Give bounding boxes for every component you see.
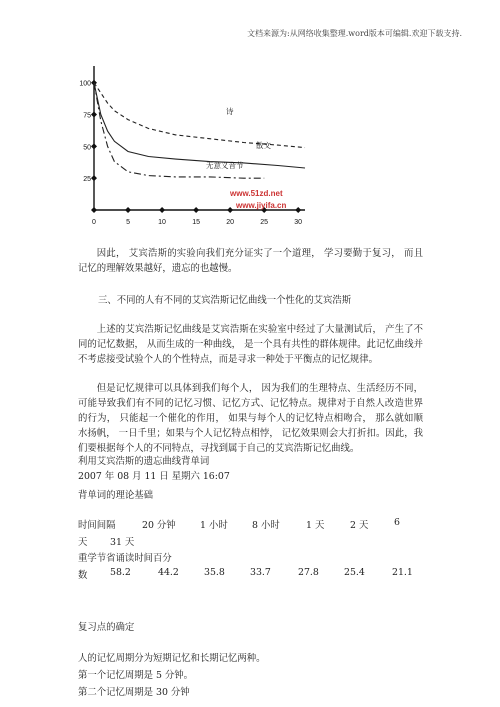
interval-cell: 8 小时 <box>252 520 280 531</box>
paragraph-curve-description: 上述的艾宾浩斯记忆曲线是艾宾浩斯在实验室中经过了大量测试后， 产生了不同的记忆数据， 从而生成的一种曲线， 是一个具有共性的群体规律。此记忆曲线并不考虑接受试验个人的个性特点，而是寻求一种处于平衡点的记忆规律。 <box>78 324 423 365</box>
interval-cell: 2 天 <box>350 520 369 531</box>
value-row <box>78 567 438 582</box>
paragraph-conclusion: 因此， 艾宾浩斯的实验向我们充分证实了一个道理， 学习要勤于复习， 而且记忆的理解效果越好，遗忘的也越慢。 <box>78 248 423 274</box>
series-label: 诗 <box>226 107 234 116</box>
y-tick-marker <box>91 112 97 118</box>
value-cell: 58.2 <box>110 567 131 578</box>
x-tick-label: 15 <box>192 219 200 226</box>
x-tick-label: 30 <box>294 219 303 226</box>
percent-label-row <box>78 550 438 565</box>
value-cell: 35.8 <box>204 567 225 578</box>
x-data-point-marker <box>91 207 97 213</box>
y-tick-label: 50 <box>83 144 91 152</box>
memory-period-line: 人的记忆周期分为短期记忆和长期记忆两种。 <box>78 653 266 664</box>
interval-cell: 6 <box>394 517 400 528</box>
interval-cell: 1 天 <box>306 520 325 531</box>
review-points-heading: 复习点的确定 <box>78 622 135 633</box>
series-label: 散文 <box>256 141 271 150</box>
x-tick-label: 20 <box>226 219 235 226</box>
forgetting-curve-chart <box>70 62 315 232</box>
interval-header-row <box>78 517 438 532</box>
value-cell: 33.7 <box>250 567 271 578</box>
value-cell: 25.4 <box>344 567 365 578</box>
interval-wrap-cell: 天 <box>78 537 88 548</box>
x-data-point-marker <box>125 207 131 213</box>
section-heading-3: 三、不同的人有不同的艾宾浩斯记忆曲线一个性化的艾宾浩斯 <box>98 295 352 306</box>
x-data-point-marker <box>159 207 165 213</box>
theory-basis-label: 背单词的理论基础 <box>78 490 154 501</box>
header-note: 文档来源为:从网络收集整理.word版本可编辑.欢迎下载支持. <box>247 29 462 38</box>
first-period-line: 第一个记忆周期是 5 分钟。 <box>78 670 194 681</box>
x-tick-label: 10 <box>158 219 166 226</box>
series-label: 无意义音节 <box>206 161 244 170</box>
x-tick-label: 5 <box>126 219 130 226</box>
series-line <box>94 83 305 148</box>
second-period-line: 第二个记忆周期是 30 分钟 <box>78 687 190 698</box>
x-data-point-marker <box>193 207 199 213</box>
watermark-text: www.jiyifa.cn <box>236 201 287 210</box>
value-cell: 21.1 <box>392 567 413 578</box>
y-tick-label: 100 <box>79 80 91 88</box>
interval-cell: 31 天 <box>110 537 135 548</box>
article-title: 利用艾宾浩斯的遗忘曲线背单词 <box>78 456 210 467</box>
y-tick-marker <box>91 175 97 181</box>
interval-cell: 20 分钟 <box>142 520 176 531</box>
paragraph-individual-differences: 但是记忆规律可以具体到我们每个人， 因为我们的生理特点、生活经历不同，可能导致我们有不同的记忆习惯、记忆方式、记忆特点。规律对于自然人改造世界的行为， 只能起一个催化的作用， 如果与每个人的记忆特点相吻合， 那么就如顺水扬帆， 一日千里；如果与个人记忆特点相悖， 记忆效果则会大打折扣。因此，我们要根据每个人的不同特点，寻找到属于自己的艾宾浩斯记忆曲线。 <box>78 383 423 454</box>
y-tick-label: 25 <box>83 176 91 184</box>
x-data-point-marker <box>227 207 233 213</box>
x-tick-label: 0 <box>92 219 96 226</box>
value-row-label: 数 <box>78 570 88 581</box>
y-tick-marker <box>91 143 97 149</box>
interval-cell: 1 小时 <box>200 520 228 531</box>
percent-label: 重学节省诵读时间百分 <box>78 553 172 564</box>
series-line <box>94 83 305 168</box>
watermark-text: www.51zd.net <box>230 189 283 198</box>
value-cell: 27.8 <box>298 567 319 578</box>
interval-header-label: 时间间隔 <box>78 520 116 531</box>
interval-wrap-row <box>78 534 438 549</box>
x-data-point-marker <box>295 207 301 213</box>
value-cell: 44.2 <box>158 567 179 578</box>
forgetting-curve-svg <box>70 62 315 232</box>
x-tick-label: 25 <box>260 219 269 226</box>
article-date: 2007 年 08 月 11 日 星期六 16:07 <box>78 471 230 482</box>
y-tick-label: 75 <box>83 112 91 120</box>
